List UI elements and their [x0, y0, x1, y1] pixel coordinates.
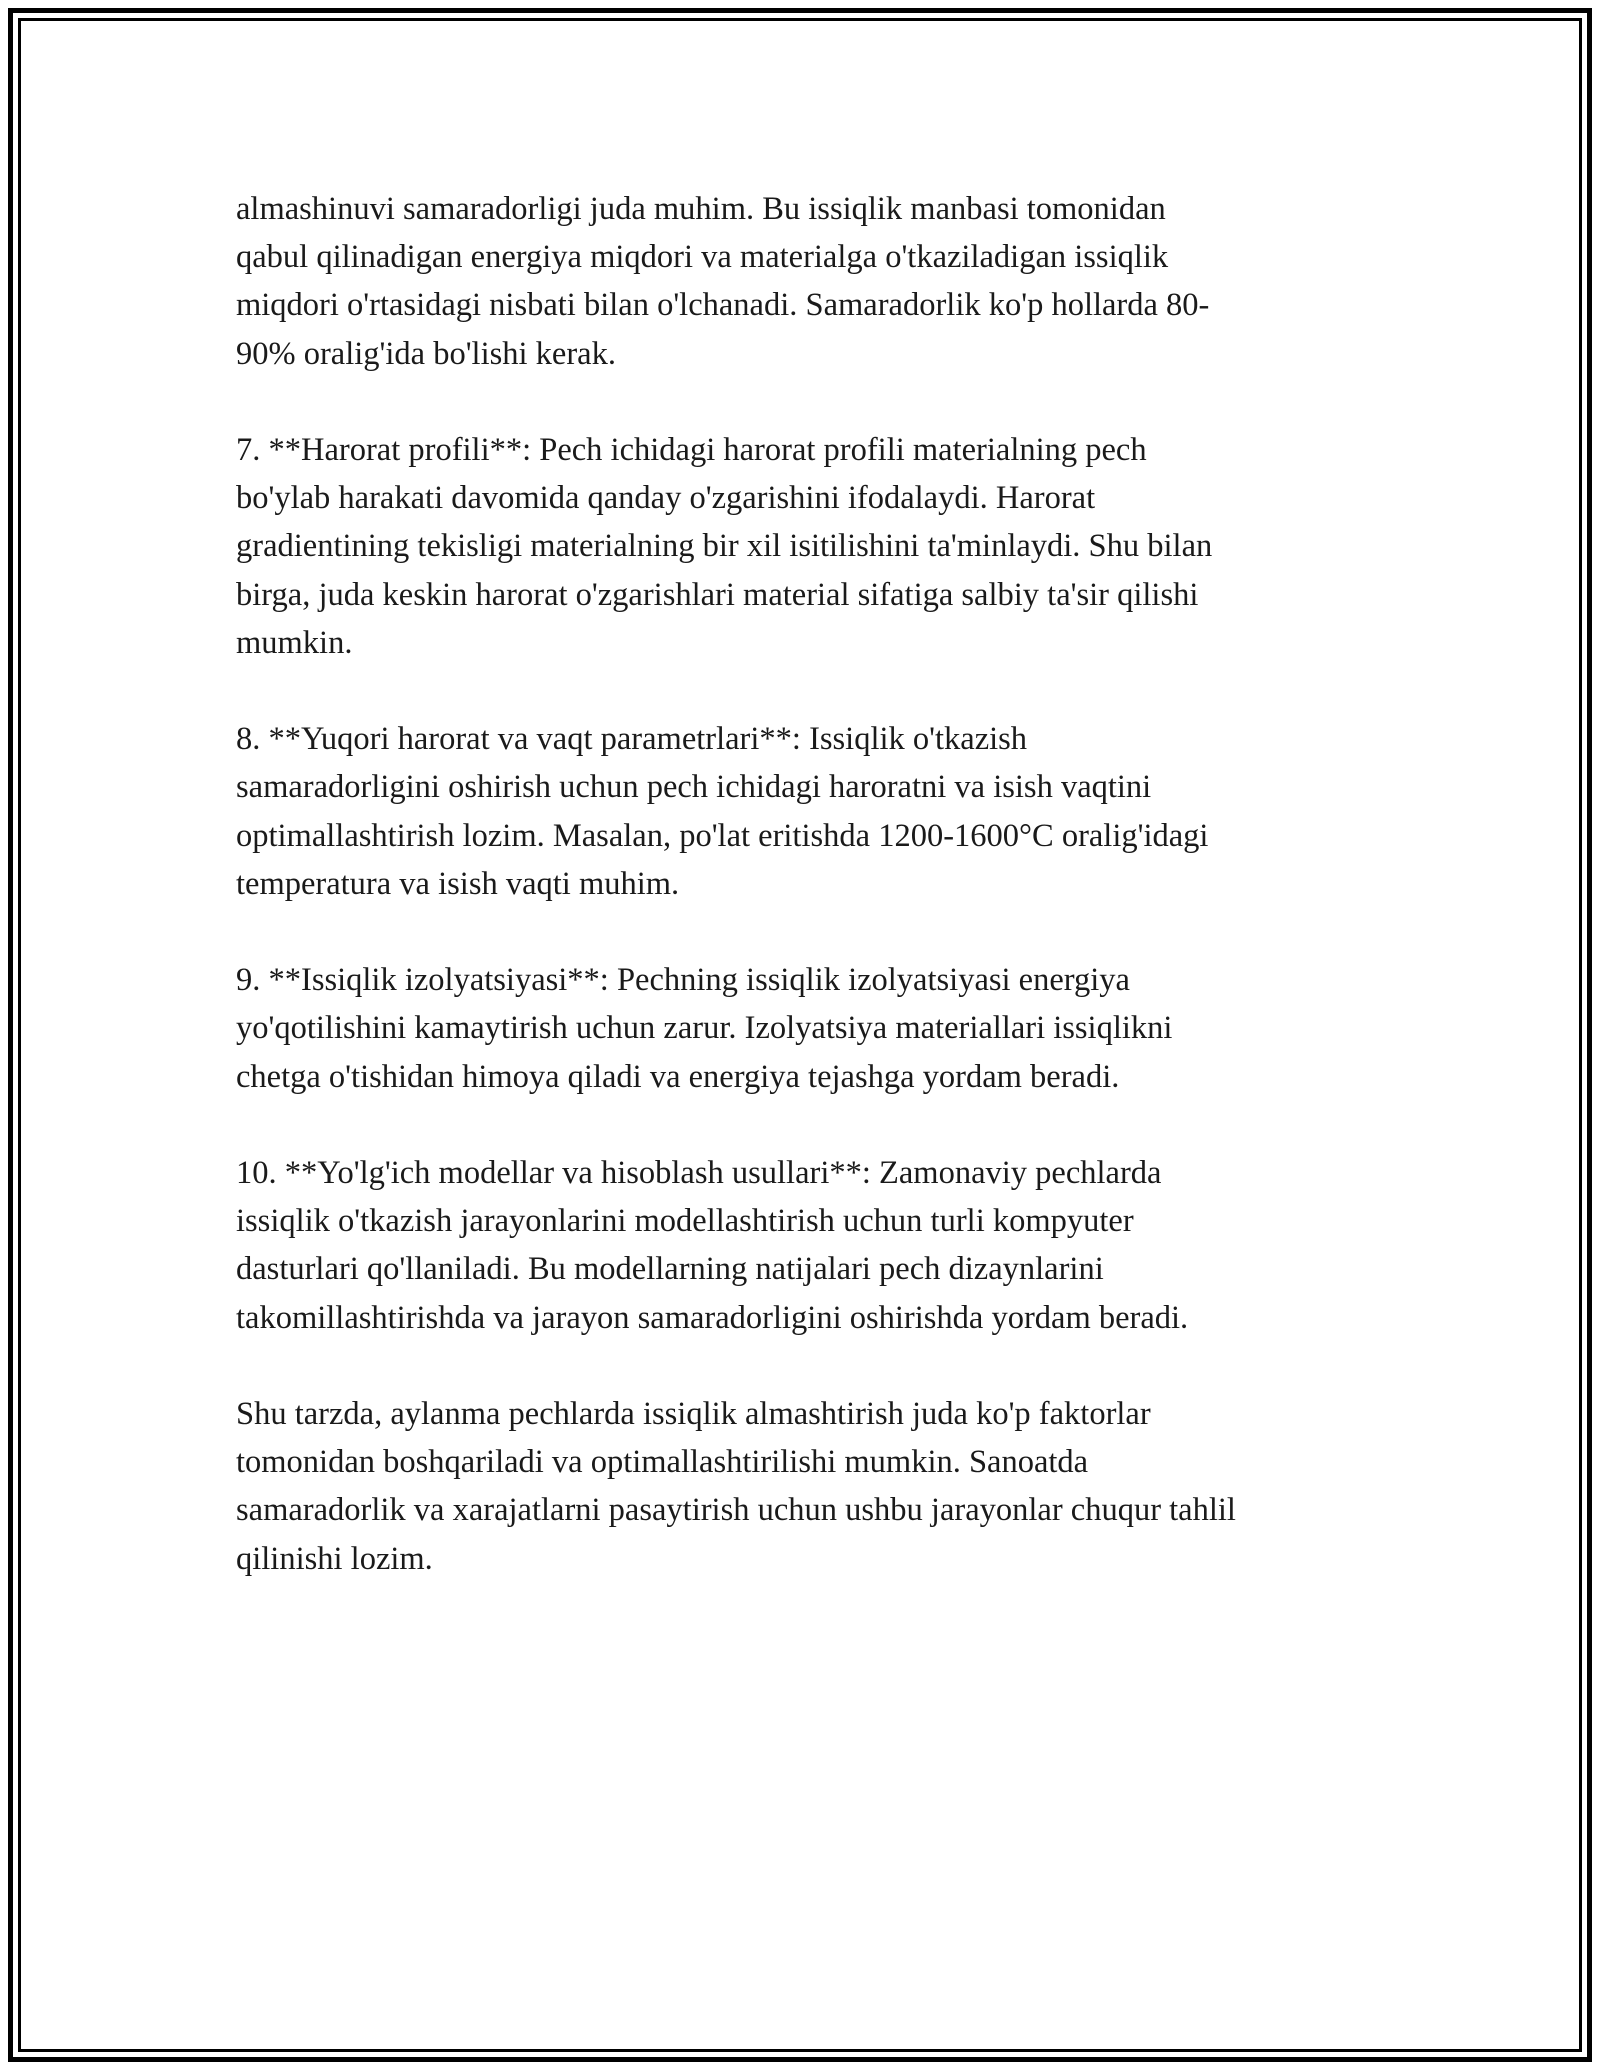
paragraph-heat-insulation: 9. **Issiqlik izolyatsiyasi**: Pechning issiqlik izolyatsiyasi energiya yo'qotilishini kamaytirish uchun zarur. Izolyatsiya materiallari issiqlikni chetga o'tishidan himoya qiladi va energiya tejashga yordam beradi.	[236, 962, 1173, 1095]
paragraph-models-and-calculation-methods: 10. **Yo'lg'ich modellar va hisoblash usullari**: Zamonaviy pechlarda issiqlik o'tkazish jarayonlarini modellashtirish uchun turli kompyuter dasturlari qo'llaniladi. Bu modellarning natijalari pech dizaynlarini takomillashtirishda va jarayon samaradorligini oshirishda yordam beradi.	[236, 1155, 1189, 1336]
paragraph-heat-exchange-efficiency: almashinuvi samaradorligi juda muhim. Bu issiqlik manbasi tomonidan qabul qilinadigan energiya miqdori va materialga o'tkaziladigan issiqlik miqdori o'rtasidagi nisbati bilan o'lchanadi. Samaradorlik ko'p hollarda 80- 90% oralig'ida bo'lishi kerak.	[236, 191, 1210, 372]
paragraph-temperature-profile: 7. **Harorat profili**: Pech ichidagi harorat profili materialning pech bo'ylab harakati davomida qanday o'zgarishini ifodalaydi. Harorat gradientining tekisligi materialning bir xil isitilishini ta'minlaydi. Shu bilan birga, juda keskin harorat o'zgarishlari material sifatiga salbiy ta'sir qilishi mumkin.	[236, 432, 1213, 661]
paragraph-conclusion: Shu tarzda, aylanma pechlarda issiqlik almashtirish juda ko'p faktorlar tomonidan boshqariladi va optimallashtirilishi mumkin. Sanoatda samaradorlik va xarajatlarni pasaytirish uchun ushbu jarayonlar chuqur tahlil qilinishi lozim.	[236, 1396, 1236, 1577]
document-body	[236, 185, 1376, 1631]
paragraph-high-temperature-time-parameters: 8. **Yuqori harorat va vaqt parametrlari**: Issiqlik o'tkazish samaradorligini oshirish uchun pech ichidagi haroratni va isish vaqtini optimallashtirish lozim. Masalan, po'lat eritishda 1200-1600°C oralig'idagi temperatura va isish vaqti muhim.	[236, 721, 1209, 902]
